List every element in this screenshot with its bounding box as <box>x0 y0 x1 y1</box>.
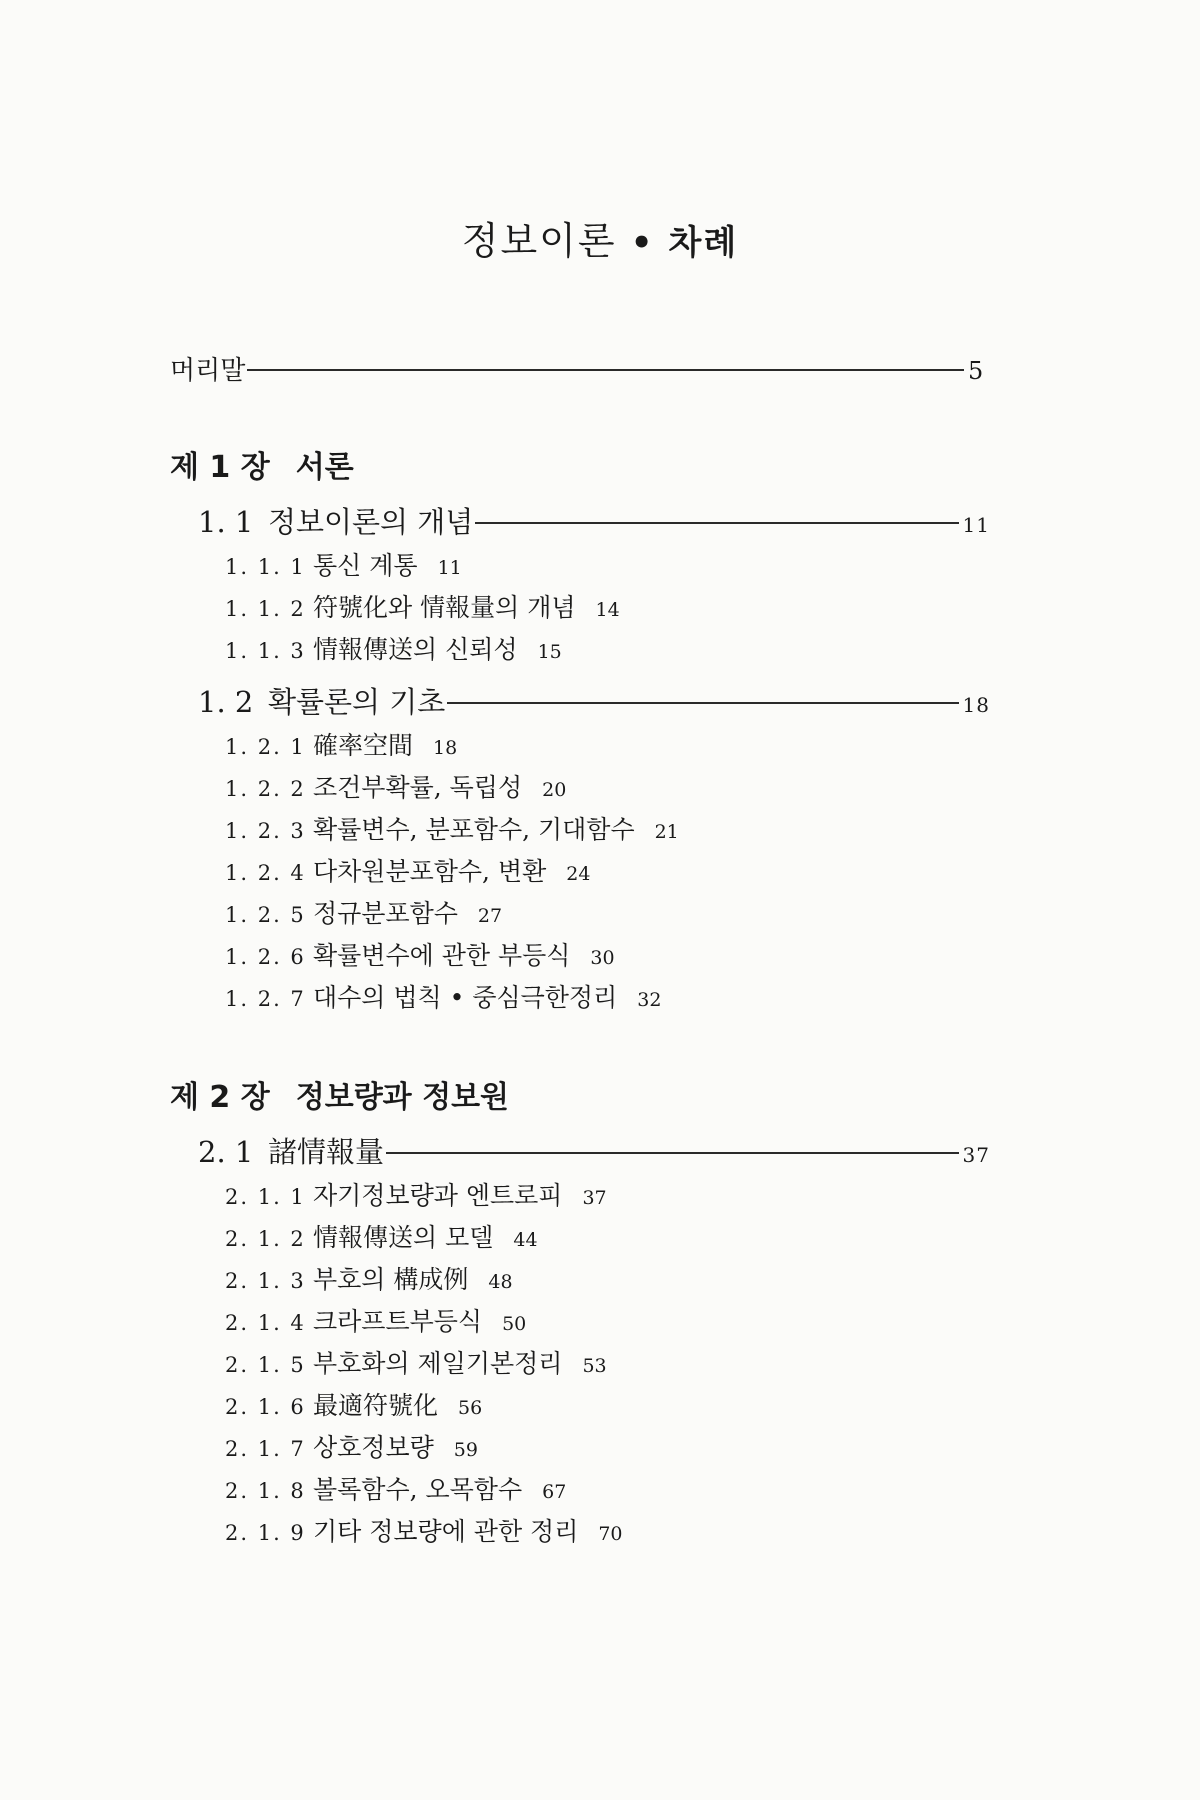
toc-subsection[interactable] <box>170 1344 990 1386</box>
page-number: 24 <box>566 863 591 885</box>
subsection-number: 2. 1. 9 <box>225 1521 306 1545</box>
page-number: 30 <box>590 947 615 969</box>
page-number: 53 <box>582 1355 607 1377</box>
subsection-title: 다차원분포함수, 변환 <box>313 857 547 886</box>
preface-label: 머리말 <box>170 356 246 386</box>
page-number: 18 <box>962 693 990 717</box>
subsection-number: 2. 1. 3 <box>225 1269 306 1293</box>
section-title: 확률론의 기초 <box>268 685 446 719</box>
subsection-title: 크라프트부등식 <box>313 1307 483 1336</box>
toc-subsection[interactable] <box>170 1512 990 1554</box>
page-number: 48 <box>488 1271 513 1293</box>
subsection-title: 상호정보량 <box>313 1433 434 1462</box>
subsection-number: 2. 1. 8 <box>225 1479 306 1503</box>
page-number: 11 <box>437 557 462 579</box>
toc-subsection[interactable] <box>170 936 990 978</box>
subsection-number: 2. 1. 1 <box>225 1185 306 1209</box>
toc-subsection[interactable] <box>170 894 990 936</box>
subsection-number: 1. 2. 5 <box>225 903 306 927</box>
subsection-number: 1. 2. 4 <box>225 861 306 885</box>
section-title: 諸情報量 <box>268 1135 385 1169</box>
page-number: 20 <box>542 779 567 801</box>
subsection-title: 대수의 법칙 • 중심극한정리 <box>313 983 618 1012</box>
chapter-number: 제 2 장 <box>170 1080 270 1115</box>
subsection-title: 最適符號化 <box>313 1391 439 1420</box>
section-number: 2. 1 <box>198 1135 254 1169</box>
page-number: 32 <box>637 989 662 1011</box>
subsection-number: 2. 1. 7 <box>225 1437 306 1461</box>
subsection-number: 2. 1. 4 <box>225 1311 306 1335</box>
subsection-title: 情報傳送의 모델 <box>313 1223 494 1252</box>
subsection-number: 1. 2. 1 <box>225 735 306 759</box>
section-number: 1. 1 <box>198 505 254 539</box>
toc-subsection[interactable] <box>170 1260 990 1302</box>
toc-subsection[interactable] <box>170 1218 990 1260</box>
toc-subsection[interactable] <box>170 768 990 810</box>
toc-section[interactable] <box>170 1130 990 1176</box>
page-number: 50 <box>502 1313 527 1335</box>
toc-subsection[interactable] <box>170 1386 990 1428</box>
subsection-number: 1. 2. 7 <box>225 987 306 1011</box>
subsection-title: 確率空間 <box>313 731 414 760</box>
table-of-contents <box>170 350 990 1554</box>
toc-subsection[interactable] <box>170 546 990 588</box>
dot-leader <box>475 522 958 524</box>
page-number: 70 <box>598 1523 623 1545</box>
toc-subsection[interactable] <box>170 1428 990 1470</box>
page-number: 59 <box>453 1439 478 1461</box>
page-number: 5 <box>968 357 984 385</box>
page-number: 44 <box>513 1229 538 1251</box>
toc-subsection[interactable] <box>170 1176 990 1218</box>
section-title: 정보이론의 개념 <box>268 505 474 539</box>
page-number: 56 <box>458 1397 483 1419</box>
page-number: 11 <box>962 513 990 537</box>
chapter-title: 서론 <box>295 450 354 485</box>
title-sub: 차례 <box>668 223 739 263</box>
toc-subsection[interactable] <box>170 852 990 894</box>
subsection-number: 1. 2. 6 <box>225 945 306 969</box>
toc-section[interactable] <box>170 500 990 546</box>
subsection-title: 부호의 構成例 <box>313 1265 469 1294</box>
subsection-number: 2. 1. 5 <box>225 1353 306 1377</box>
subsection-title: 자기정보량과 엔트로피 <box>313 1181 563 1210</box>
subsection-title: 정규분포함수 <box>313 899 458 928</box>
toc-subsection[interactable] <box>170 588 990 630</box>
toc-preface[interactable] <box>170 350 990 390</box>
subsection-number: 1. 1. 1 <box>225 555 306 579</box>
subsection-number: 2. 1. 2 <box>225 1227 306 1251</box>
toc-subsection[interactable] <box>170 1470 990 1512</box>
page-number: 15 <box>537 641 562 663</box>
subsection-title: 확률변수에 관한 부등식 <box>313 941 571 970</box>
page-number: 37 <box>962 1143 990 1167</box>
subsection-title: 情報傳送의 신뢰성 <box>313 635 518 664</box>
subsection-number: 1. 1. 2 <box>225 597 306 621</box>
subsection-title: 조건부확률, 독립성 <box>313 773 523 802</box>
page-number: 67 <box>542 1481 567 1503</box>
subsection-number: 1. 2. 3 <box>225 819 306 843</box>
dot-leader <box>447 702 958 704</box>
dot-leader <box>247 369 964 371</box>
title-separator: • <box>630 223 655 263</box>
page-number: 21 <box>654 821 679 843</box>
page-title <box>0 210 1200 265</box>
toc-subsection[interactable] <box>170 630 990 672</box>
toc-section[interactable] <box>170 680 990 726</box>
subsection-title: 符號化와 情報量의 개념 <box>313 593 576 622</box>
chapter-heading <box>170 442 990 486</box>
subsection-title: 확률변수, 분포함수, 기대함수 <box>313 815 635 844</box>
page-number: 18 <box>433 737 458 759</box>
chapter-number: 제 1 장 <box>170 450 270 485</box>
chapter-heading <box>170 1072 990 1116</box>
subsection-title: 볼록함수, 오목함수 <box>313 1475 523 1504</box>
toc-subsection[interactable] <box>170 726 990 768</box>
title-main: 정보이론 <box>461 219 617 263</box>
subsection-title: 부호화의 제일기본정리 <box>313 1349 563 1378</box>
toc-subsection[interactable] <box>170 978 990 1020</box>
toc-subsection[interactable] <box>170 1302 990 1344</box>
dot-leader <box>386 1152 959 1154</box>
section-number: 1. 2 <box>198 685 254 719</box>
subsection-number: 2. 1. 6 <box>225 1395 306 1419</box>
chapter-title: 정보량과 정보원 <box>295 1080 510 1115</box>
subsection-title: 통신 계통 <box>313 551 418 580</box>
subsection-number: 1. 1. 3 <box>225 639 306 663</box>
subsection-title: 기타 정보량에 관한 정리 <box>313 1517 579 1546</box>
subsection-number: 1. 2. 2 <box>225 777 306 801</box>
page-number: 37 <box>582 1187 607 1209</box>
page-number: 14 <box>595 599 620 621</box>
page-number: 27 <box>477 905 503 927</box>
toc-subsection[interactable] <box>170 810 990 852</box>
